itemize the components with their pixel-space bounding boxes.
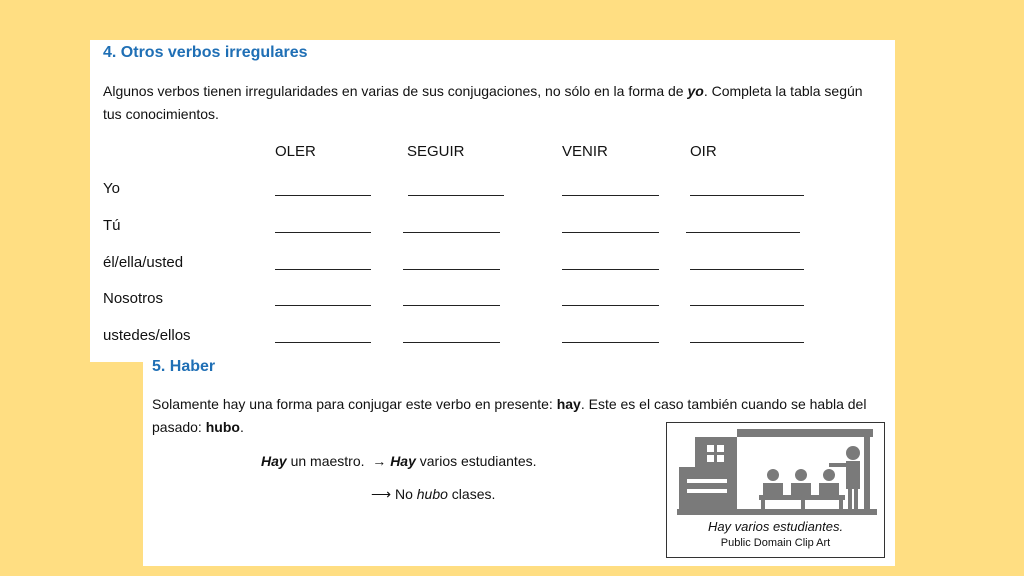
- example-line-2: [371, 486, 495, 503]
- answer-blank[interactable]: [275, 305, 371, 306]
- section4-intro-line2: tus conocimientos.: [103, 106, 219, 122]
- section5-text: pasado:: [152, 419, 206, 435]
- section5-text-end: . Este es el caso también cuando se habla del: [580, 396, 867, 412]
- row-label-yo: Yo: [103, 180, 120, 197]
- column-venir: VENIR: [562, 143, 608, 160]
- answer-blank[interactable]: [562, 342, 659, 343]
- arrow-right-icon: →: [372, 453, 387, 469]
- example-line-1: [261, 453, 537, 469]
- column-seguir: SEGUIR: [407, 143, 465, 160]
- section4-intro-line1: [103, 80, 863, 103]
- column-oir: OIR: [690, 143, 717, 160]
- clipart-figure: [666, 422, 885, 558]
- answer-blank[interactable]: [690, 342, 804, 343]
- answer-blank[interactable]: [562, 305, 659, 306]
- classroom-clipart-icon: [667, 423, 884, 519]
- intro-yo: yo: [687, 83, 704, 99]
- answer-blank[interactable]: [403, 232, 500, 233]
- answer-blank[interactable]: [690, 269, 804, 270]
- section5-heading: 5. Haber: [152, 358, 216, 375]
- section5-period: .: [239, 419, 244, 435]
- example-text: varios estudiantes.: [415, 453, 537, 469]
- answer-blank[interactable]: [562, 195, 659, 196]
- row-label-ustedes-ellos: ustedes/ellos: [103, 327, 191, 344]
- section5-hay: hay: [556, 396, 581, 412]
- example-text: No: [391, 486, 417, 502]
- intro-text: Algunos verbos tienen irregularidades en varias de sus conjugaciones, no sólo en la forma de: [103, 83, 688, 99]
- answer-blank[interactable]: [403, 305, 500, 306]
- row-label-nosotros: Nosotros: [103, 290, 164, 307]
- example-hay: Hay: [390, 453, 416, 469]
- answer-blank[interactable]: [686, 232, 800, 233]
- clipart-credit: Public Domain Clip Art: [720, 537, 831, 549]
- answer-blank[interactable]: [562, 269, 659, 270]
- section5-line2: [152, 416, 244, 439]
- section5-hubo: hubo: [205, 419, 240, 435]
- row-label-tu: Tú: [103, 217, 121, 234]
- answer-blank[interactable]: [408, 195, 504, 196]
- clipart-caption: Hay varios estudiantes.: [707, 519, 844, 534]
- answer-blank[interactable]: [403, 342, 500, 343]
- answer-blank[interactable]: [562, 232, 659, 233]
- answer-blank[interactable]: [690, 195, 804, 196]
- answer-blank[interactable]: [275, 342, 371, 343]
- answer-blank[interactable]: [403, 269, 500, 270]
- example-hubo: hubo: [416, 486, 448, 502]
- answer-blank[interactable]: [690, 305, 804, 306]
- example-hay: Hay: [261, 453, 287, 469]
- example-text: un maestro.: [286, 453, 365, 469]
- intro-text-end: . Completa la tabla según: [703, 83, 863, 99]
- answer-blank[interactable]: [275, 232, 371, 233]
- row-label-el-ella-usted: él/ella/usted: [103, 254, 184, 271]
- answer-blank[interactable]: [275, 195, 371, 196]
- column-oler: OLER: [275, 143, 316, 160]
- section5-text: Solamente hay una forma para conjugar este verbo en presente:: [152, 396, 557, 412]
- section4-heading: 4. Otros verbos irregulares: [103, 44, 308, 61]
- example-text: clases.: [447, 486, 496, 502]
- long-arrow-right-icon: ⟶: [371, 486, 392, 502]
- section5-line1: [152, 393, 866, 416]
- answer-blank[interactable]: [275, 269, 371, 270]
